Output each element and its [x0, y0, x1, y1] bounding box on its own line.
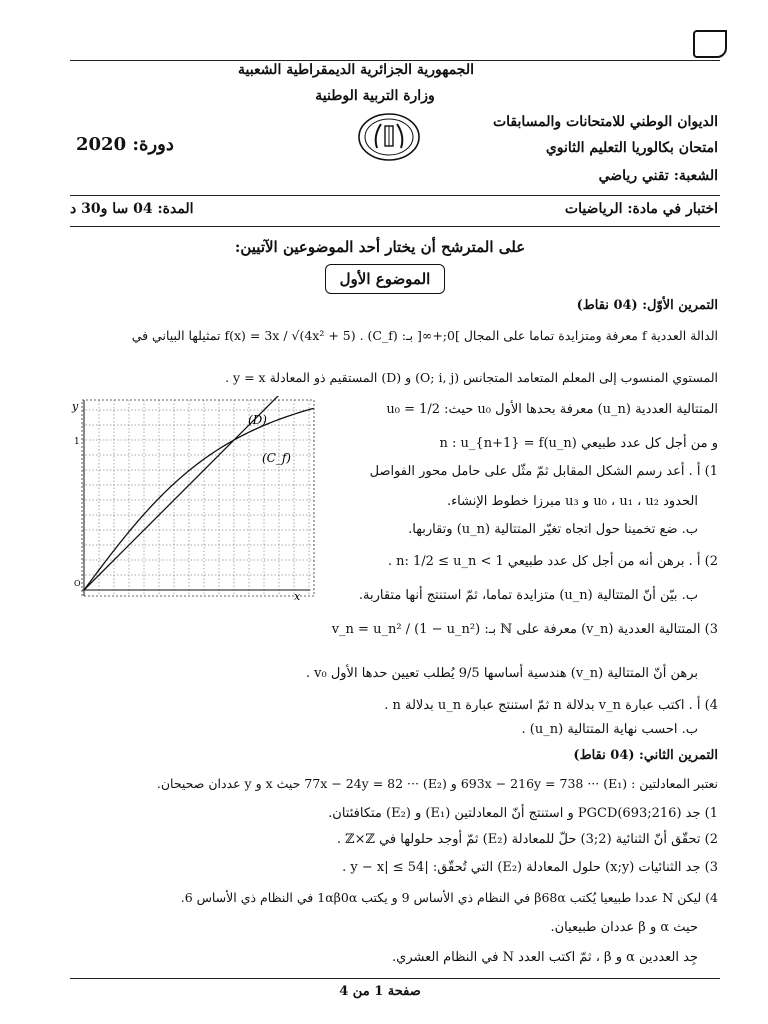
label-one: 1	[74, 437, 80, 447]
footer-rule	[70, 978, 720, 979]
topic-title-box: الموضوع الأول	[325, 264, 445, 294]
label-origin: O	[74, 579, 81, 588]
label-d: (D)	[248, 413, 267, 427]
instruction-text: على المترشح أن يختار أحد الموضوعين الآتيين:	[234, 238, 526, 256]
ministry-title: وزارة التربية الوطنية	[315, 88, 435, 104]
exercise1-line: ب. ضع تخمينا حول اتجاه تغيّر المتتالية (u_n) وتقاربها.	[408, 522, 698, 537]
logo-emblem-icon	[357, 112, 421, 162]
exercise1-line: الحدود u₀ ، u₁ ، u₂ و u₃ مبرزا خطوط الإنشاء.	[446, 494, 698, 509]
exam-title: امتحان بكالوريا التعليم الثانوي	[545, 140, 718, 156]
corner-mark	[693, 30, 727, 58]
republic-title: الجمهورية الجزائرية الديمقراطية الشعبية	[237, 62, 474, 78]
exercise2-line: جِد العددين α و β ، ثمّ اكتب العدد N في النظام العشري.	[392, 950, 698, 965]
exercise1-line: و من أجل كل عدد طبيعي n : u_{n+1} = f(u_n)	[439, 436, 718, 451]
exercise1-line: ب. بيّن أنّ المتتالية (u_n) متزايدة تماما، ثمّ استنتج أنها متقاربة.	[358, 588, 698, 603]
exercise1-line: الدالة العددية f معرفة ومتزايدة تماما على المجال ]0;+∞[ بـ: f(x) = 3x / √(4x² + 5) . (C_f) تمثيلها البياني في	[131, 328, 718, 343]
function-graph	[70, 396, 318, 602]
label-cf: (C_f)	[262, 451, 291, 465]
exercise1-line: المتتالية العددية (u_n) معرفة بحدها الأول u₀ حيث: u₀ = 1/2	[386, 402, 718, 417]
session-label: دورة: 2020	[76, 134, 174, 155]
exercise1-line: 4) أ . اكتب عبارة v_n بدلالة n ثمّ استنتج عبارة u_n بدلالة n .	[384, 698, 718, 713]
label-x: x	[294, 590, 301, 602]
exercise1-title: التمرين الأوّل: (04 نقاط)	[576, 298, 718, 313]
duration-label: المدة: 04 سا و30 د	[70, 201, 194, 217]
header-rule-1	[70, 195, 720, 196]
exercise2-line: 4) ليكن N عددا طبيعيا يُكتب β68α في النظام ذي الأساس 9 و يكتب 1αβ0α في النظام ذي الأساس 6.	[180, 890, 718, 905]
top-rule	[70, 60, 720, 61]
exercise2-line: نعتبر المعادلتين : (E₁) ··· 693x − 216y = 738 و (E₂) ··· 77x − 24y = 82 حيث x و y عددان صحيحان.	[156, 776, 718, 791]
exercise1-line: المستوي المنسوب إلى المعلم المتعامد المتجانس (O; i, j) و (D) المستقيم ذو المعادلة y = x .	[225, 370, 718, 385]
label-y: y	[72, 400, 79, 413]
exercise1-line: برهن أنّ المتتالية (v_n) هندسية أساسها 9/5 يُطلب تعيين حدها الأول v₀ .	[305, 666, 698, 681]
exercise2-line: 3) جد الثنائيات (x;y) حلول المعادلة (E₂) التي تُحقّق: |y − x| ≤ 54 .	[342, 860, 718, 875]
exercise2-line: 1) جد PGCD(693;216) و استنتج أنّ المعادلتين (E₁) و (E₂) متكافئتان.	[328, 806, 718, 821]
graph-grid	[82, 400, 314, 596]
office-title: الديوان الوطني للامتحانات والمسابقات	[492, 114, 718, 130]
exercise1-line: 3) المتتالية العددية (v_n) معرفة على ℕ بـ: v_n = u_n² / (1 − u_n²)	[331, 622, 718, 637]
header-rule-2	[70, 226, 720, 227]
exercise1-line: 2) أ . برهن أنه من أجل كل عدد طبيعي n: 1/2 ≤ u_n < 1 .	[387, 554, 718, 569]
exercise1-line: ب. احسب نهاية المتتالية (u_n) .	[521, 722, 698, 737]
exercise2-line: حيث α و β عددان طبيعيان.	[550, 920, 698, 935]
subject-label: اختبار في مادة: الرياضيات	[564, 201, 718, 217]
branch-label: الشعبة: تقني رياضي	[598, 168, 718, 184]
exercise2-line: 2) تحقّق أنّ الثنائية (2;3) حلّ للمعادلة (E₂) ثمّ أوجد حلولها في ℤ×ℤ .	[336, 832, 718, 847]
exercise1-line: 1) أ . أعد رسم الشكل المقابل ثمّ مثّل على حامل محور الفواصل	[369, 464, 718, 479]
exercise2-title: التمرين الثاني: (04 نقاط)	[573, 748, 718, 763]
page-number: صفحة 1 من 4	[339, 984, 421, 999]
